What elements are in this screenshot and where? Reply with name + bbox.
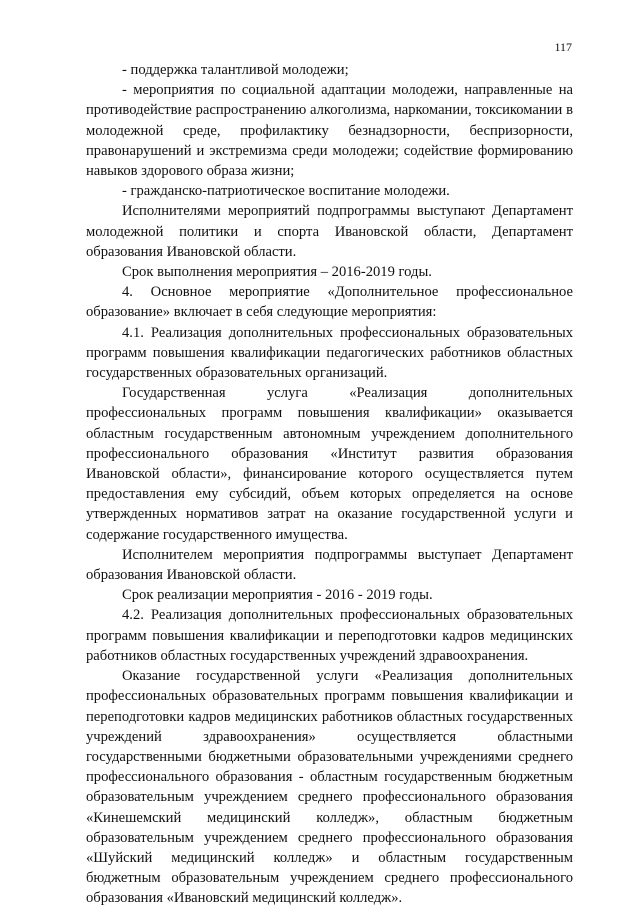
paragraph-state-service-institute: Государственная услуга «Реализация дополнительных профессиональных программ повышения квалификации» оказывается областным государственным автономным учреждением дополнительного профессионального образования «Институт развития образования Ивановской области», финансирование которого осуществляется путем предоставления ему субсидий, объем которых определяется на основе утвержденных нормативов затрат на оказание государственной услуги и содержание государственного имущества. xyxy=(86,385,573,543)
paragraph-activity-4-1: 4.1. Реализация дополнительных профессиональных образовательных программ повышения квалификации педагогических работников областных государственных образовательных организаций. xyxy=(86,324,573,382)
paragraph-state-service-medical: Оказание государственной услуги «Реализация дополнительных профессиональных образовательных программ повышения квалификации и переподготовки кадров медицинских работников областных государственных учреждений здравоохранения» осуществляется областными государственными бюджетными образовательными учреждениями среднего профессионального образования - областным государственным бюджетным образовательным учреждением среднего профессионального образования «Кинешемский медицинский колледж», областным бюджетным образовательным учреждением среднего профессионального образования «Шуйский медицинский колледж» и областным государственным бюджетным образовательным учреждением среднего профессионального образования «Ивановский медицинский колледж». xyxy=(86,668,573,907)
paragraph-patriotic-education: - гражданско-патриотическое воспитание молодежи. xyxy=(122,183,450,200)
paragraph-social-adaptation: - мероприятия по социальной адаптации молодежи, направленные на противодействие распространению алкоголизма, наркомании, токсикомании в молодежной среде, профилактику безнадзорности, беспризорности, правонарушений и экстремизма среди молодежи; содействие формированию навыков здорового образа жизни; xyxy=(86,82,573,180)
paragraph-main-activity-4: 4. Основное мероприятие «Дополнительное профессиональное образование» включает в себя следующие мероприятия: xyxy=(86,284,573,321)
paragraph-activity-4-2: 4.2. Реализация дополнительных профессиональных образовательных программ повышения квалификации и переподготовки кадров медицинских работников областных государственных учреждений здравоохранения. xyxy=(86,607,573,664)
page-number: 117 xyxy=(554,40,572,54)
paragraph-executor-education: Исполнителем мероприятия подпрограммы выступает Департамент образования Ивановской области. xyxy=(86,546,573,584)
paragraph-talented-youth: - поддержка талантливой молодежи; xyxy=(122,62,349,78)
paragraph-term-youth: Срок выполнения мероприятия – 2016-2019 годы. xyxy=(122,264,432,281)
paragraph-term-4-1: Срок реализации мероприятия - 2016 - 2019 годы. xyxy=(122,587,433,604)
document-body xyxy=(86,60,573,909)
paragraph-executors-youth: Исполнителями мероприятий подпрограммы выступают Департамент молодежной политики и спорта Ивановской области, Департамент образования Ивановской области. xyxy=(86,203,573,260)
